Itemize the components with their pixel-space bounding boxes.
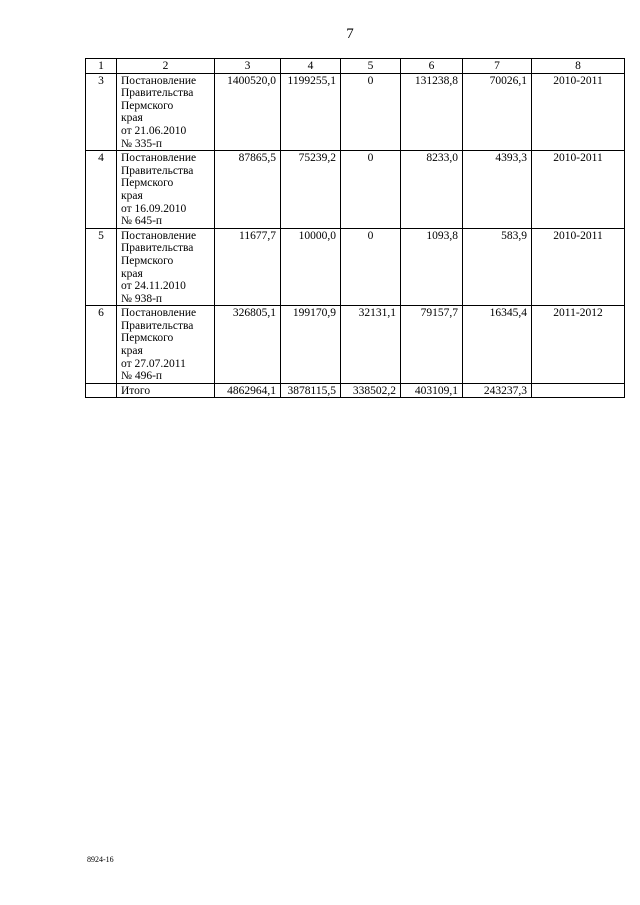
value-cell: 79157,7	[401, 306, 463, 384]
document-line: Пермского	[121, 177, 174, 190]
document-line: Правительства	[121, 319, 194, 332]
total-row	[86, 383, 625, 398]
table-row	[86, 306, 625, 384]
header-cell: 7	[463, 59, 532, 74]
period-cell: 2010-2011	[532, 151, 625, 229]
document-line: Правительства	[121, 164, 194, 177]
document-cell	[117, 228, 215, 306]
value-cell: 0	[341, 151, 401, 229]
row-number: 5	[86, 228, 117, 306]
document-line: края	[121, 345, 143, 358]
table-row	[86, 228, 625, 306]
document-line: Пермского	[121, 99, 174, 112]
value-cell: 0	[341, 228, 401, 306]
document-line: Постановление	[121, 229, 197, 242]
header-cell: 4	[281, 59, 341, 74]
value-cell: 32131,1	[341, 306, 401, 384]
empty-cell	[86, 383, 117, 398]
period-cell: 2010-2011	[532, 73, 625, 151]
document-line: Правительства	[121, 242, 194, 255]
total-label: Итого	[117, 383, 215, 398]
row-number: 3	[86, 73, 117, 151]
header-cell: 1	[86, 59, 117, 74]
financing-table	[85, 58, 625, 398]
header-cell: 6	[401, 59, 463, 74]
document-line: № 938-п	[121, 292, 163, 305]
document-line: от 27.07.2011	[121, 357, 186, 370]
document-line: от 16.09.2010	[121, 202, 187, 215]
document-line: Правительства	[121, 87, 194, 100]
value-cell: 199170,9	[281, 306, 341, 384]
document-line: Пермского	[121, 254, 174, 267]
value-cell: 4393,3	[463, 151, 532, 229]
document-line: от 21.06.2010	[121, 124, 187, 137]
document-line: Постановление	[121, 74, 197, 87]
value-cell: 0	[341, 73, 401, 151]
total-value: 4862964,1	[215, 383, 281, 398]
row-number: 4	[86, 151, 117, 229]
document-line: № 645-п	[121, 215, 163, 228]
total-value: 338502,2	[341, 383, 401, 398]
period-cell: 2011-2012	[532, 306, 625, 384]
document-line: края	[121, 267, 143, 280]
value-cell: 70026,1	[463, 73, 532, 151]
value-cell: 87865,5	[215, 151, 281, 229]
document-cell	[117, 73, 215, 151]
document-cell	[117, 306, 215, 384]
document-line: Постановление	[121, 152, 197, 165]
header-cell: 8	[532, 59, 625, 74]
value-cell: 1400520,0	[215, 73, 281, 151]
document-code: 8924-16	[87, 855, 114, 864]
document-line: от 24.11.2010	[121, 280, 186, 293]
total-value: 243237,3	[463, 383, 532, 398]
header-cell: 5	[341, 59, 401, 74]
document-line: № 496-п	[121, 370, 163, 383]
row-number: 6	[86, 306, 117, 384]
document-line: № 335-п	[121, 137, 163, 150]
total-value: 403109,1	[401, 383, 463, 398]
document-line: края	[121, 112, 143, 125]
document-line: Постановление	[121, 307, 197, 320]
document-cell	[117, 151, 215, 229]
document-line: края	[121, 189, 143, 202]
document-line: Пермского	[121, 332, 174, 345]
header-cell: 3	[215, 59, 281, 74]
total-value: 3878115,5	[281, 383, 341, 398]
value-cell: 75239,2	[281, 151, 341, 229]
value-cell: 326805,1	[215, 306, 281, 384]
value-cell: 8233,0	[401, 151, 463, 229]
value-cell: 131238,8	[401, 73, 463, 151]
page-number: 7	[346, 26, 354, 42]
value-cell: 10000,0	[281, 228, 341, 306]
period-cell: 2010-2011	[532, 228, 625, 306]
table-header-row	[86, 59, 625, 74]
value-cell: 583,9	[463, 228, 532, 306]
value-cell: 16345,4	[463, 306, 532, 384]
table-row	[86, 73, 625, 151]
value-cell: 1199255,1	[281, 73, 341, 151]
header-cell: 2	[117, 59, 215, 74]
total-period	[532, 383, 625, 398]
value-cell: 11677,7	[215, 228, 281, 306]
table-row	[86, 151, 625, 229]
value-cell: 1093,8	[401, 228, 463, 306]
